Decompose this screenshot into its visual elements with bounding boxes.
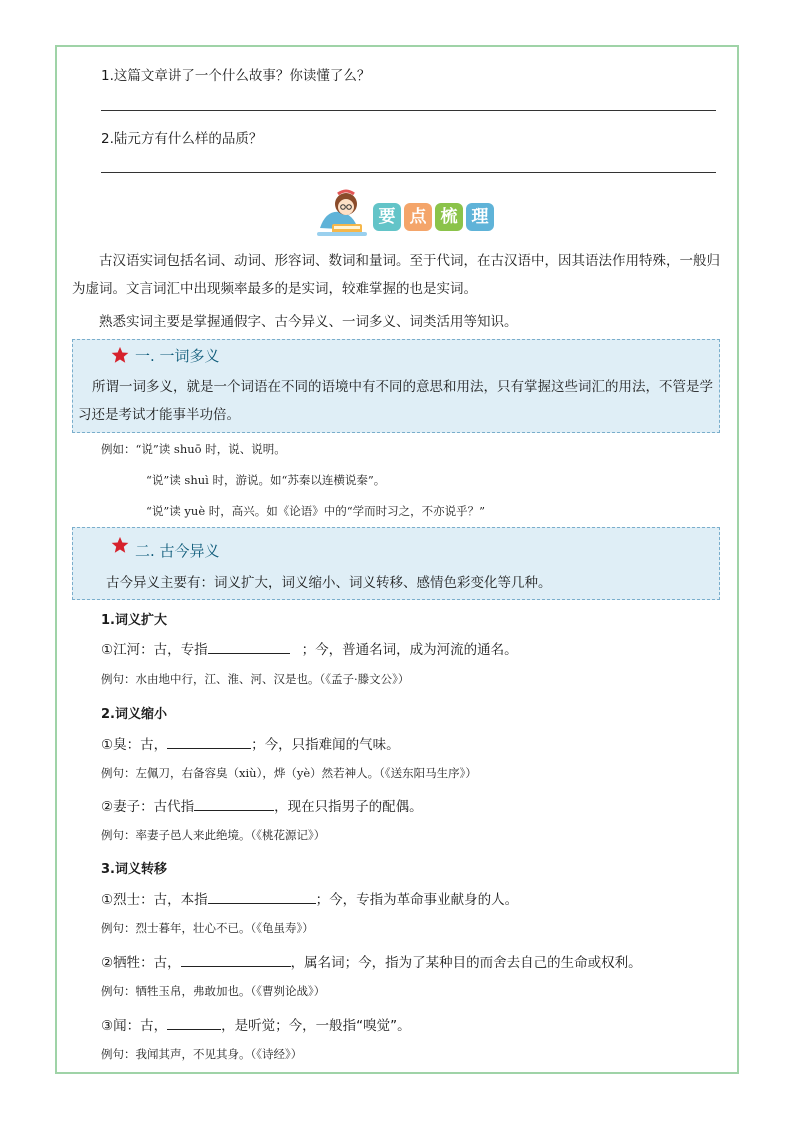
example-line-3: “说”读 yuè 时，高兴。如《论语》中的“学而时习之，不亦说乎？” <box>146 504 486 518</box>
heading-char-1-text: 要 <box>378 207 396 227</box>
question-1: 1.这篇文章讲了一个什么故事？你读懂了么？ <box>101 68 371 84</box>
sub2-item-1-prefix: ①臭：古， <box>101 737 168 753</box>
heading-char-4-text: 理 <box>471 207 489 227</box>
fill-blank[interactable] <box>208 889 316 904</box>
fill-blank[interactable] <box>208 639 290 654</box>
girl-reading-icon <box>314 188 374 240</box>
sub2-item-2 <box>101 795 423 815</box>
sub2-item-2-suffix: ，现在只指男子的配偶。 <box>274 799 423 815</box>
section-1-title: 一. 一词多义 <box>135 347 220 365</box>
subsection-3-title: 3.词义转移 <box>101 862 167 877</box>
sub3-item-2-prefix: ②牺牲：古， <box>101 955 181 971</box>
sub3-item-3 <box>101 1014 411 1034</box>
heading-char-2-text: 点 <box>409 207 427 227</box>
fill-blank[interactable] <box>181 952 291 967</box>
sub3-item-2 <box>101 951 642 971</box>
sub2-example-1: 例句：左佩刀，右备容臭（xiù），烨（yè）然若神人。（《送东阳马生序》） <box>101 766 477 780</box>
answer-line-2 <box>101 172 716 173</box>
intro-paragraph-2: 熟悉实词主要是掌握通假字、古今异义、一词多义、词类活用等知识。 <box>99 314 518 330</box>
intro-paragraph-1: 古汉语实词包括名词、动词、形容词、数词和量词。至于代词，在古汉语中，因其语法作用特殊，一般归为虚词。文言词汇中出现频率最多的是实词，较难掌握的也是实词。 <box>72 253 720 297</box>
heading-char-2 <box>404 203 432 231</box>
sub1-item-1-suffix: ；今，普通名词，成为河流的通名。 <box>301 642 518 658</box>
heading-char-3-text: 梳 <box>440 207 458 227</box>
sub1-example-1: 例句：水由地中行，江、淮、河、汉是也。（《孟子·滕文公》） <box>101 672 410 686</box>
heading-char-3 <box>435 203 463 231</box>
sub2-item-1-suffix: ；今，只指难闻的气味。 <box>251 737 400 753</box>
section-2-text: 古今异义主要有：词义扩大，词义缩小、词义转移、感情色彩变化等几种。 <box>106 575 552 591</box>
star-icon <box>111 346 129 364</box>
subsection-1-title: 1.词义扩大 <box>101 613 167 628</box>
sub3-example-3: 例句：我闻其声，不见其身。（《诗经》） <box>101 1047 303 1061</box>
sub3-item-3-prefix: ③闻：古， <box>101 1018 168 1034</box>
question-2: 2.陆元方有什么样的品质？ <box>101 131 263 147</box>
fill-blank[interactable] <box>167 734 251 749</box>
heading-char-4 <box>466 203 494 231</box>
fill-blank[interactable] <box>167 1015 221 1030</box>
sub3-example-1: 例句：烈士暮年，壮心不已。（《龟虽寿》） <box>101 921 314 935</box>
sub1-item-1-prefix: ①江河：古，专指 <box>101 642 208 658</box>
sub1-item-1 <box>101 638 518 658</box>
example-line-2: “说”读 shuì 时，游说。如“苏秦以连横说秦”。 <box>146 473 386 487</box>
sub2-example-2: 例句：率妻子邑人来此绝境。（《桃花源记》） <box>101 828 326 842</box>
sub3-item-2-suffix: ，属名词；今，指为了某种目的而舍去自己的生命或权利。 <box>290 955 642 971</box>
fill-blank[interactable] <box>194 796 274 811</box>
section-1-box <box>72 339 720 433</box>
answer-line-1 <box>101 110 716 111</box>
sub2-item-2-prefix: ②妻子：古代指 <box>101 799 195 815</box>
sub3-item-3-suffix: ，是听觉；今，一般指“嗅觉”。 <box>221 1018 411 1034</box>
heading-char-1 <box>373 203 401 231</box>
example-line-1: 例如：“说”读 shuō 时，说、说明。 <box>101 442 286 456</box>
sub3-item-1-prefix: ①烈士：古，本指 <box>101 892 208 908</box>
section-2-title: 二. 古今异义 <box>135 542 220 560</box>
star-icon <box>111 536 129 554</box>
sub3-item-1 <box>101 888 518 908</box>
subsection-2-title: 2.词义缩小 <box>101 707 167 722</box>
section-1-text: 所谓一词多义，就是一个词语在不同的语境中有不同的意思和用法，只有掌握这些词汇的用法，不管是学习还是考试才能事半功倍。 <box>78 379 713 423</box>
sub3-item-1-suffix: ；今，专指为革命事业献身的人。 <box>315 892 519 908</box>
sub3-example-2: 例句：牺牲玉帛，弗敢加也。（《曹刿论战》） <box>101 984 326 998</box>
sub2-item-1 <box>101 733 400 753</box>
section-2-box <box>72 527 720 600</box>
